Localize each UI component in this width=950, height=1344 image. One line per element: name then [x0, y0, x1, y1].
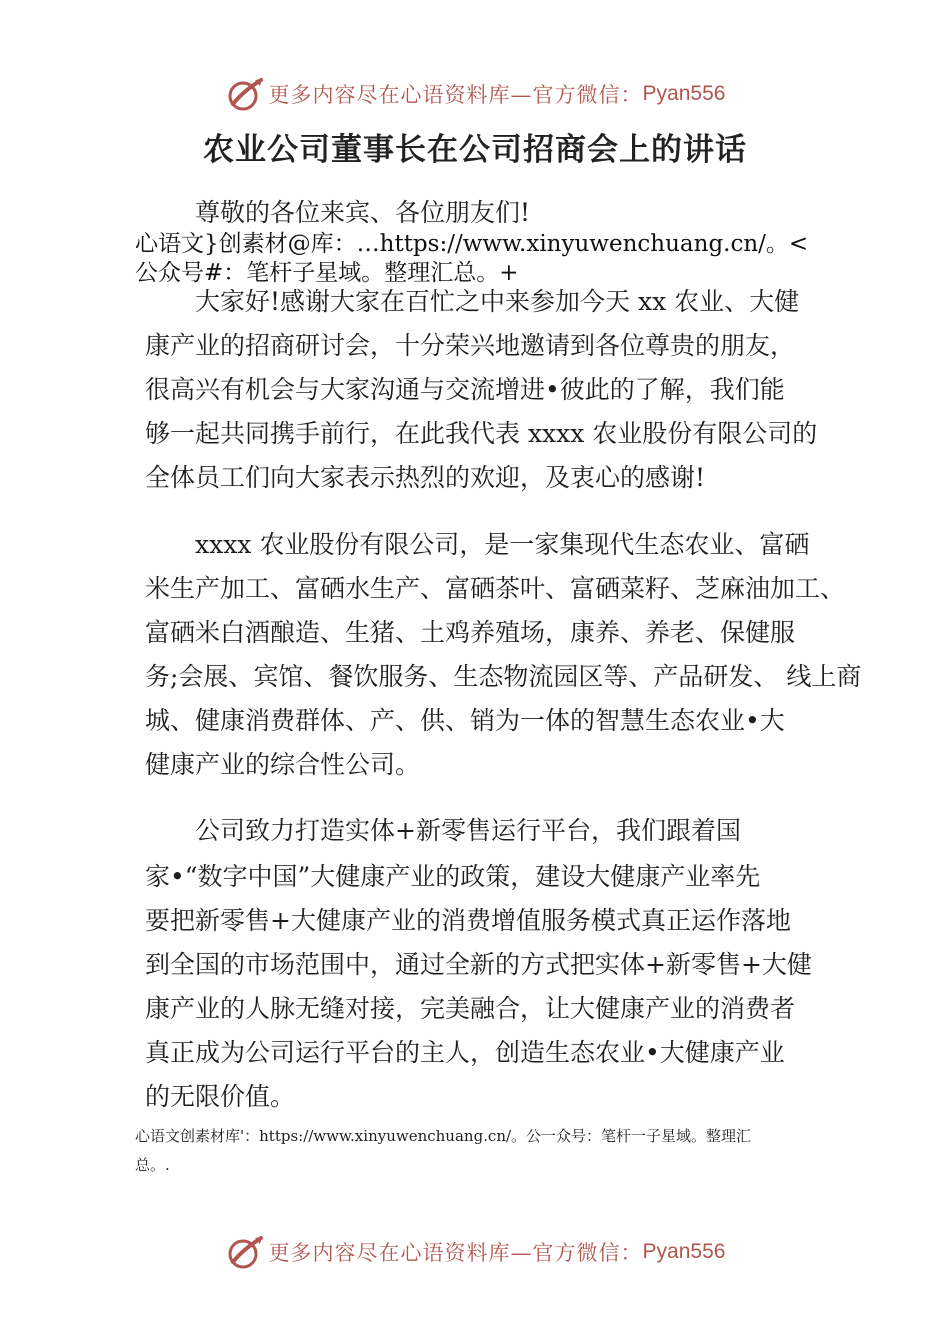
paragraph-line: 富硒米白酒酿造、生猪、土鸡养殖场，康养、养老、保健服 — [145, 618, 796, 647]
banner-wechat-id: Pyan556 — [642, 82, 726, 105]
paragraph-line: 要把新零售+大健康产业的消费增值服务模式真正运作落地 — [145, 906, 791, 935]
paragraph-line: 米生产加工、富硒水生产、富硒茶叶、富硒菜籽、芝麻油加工、 — [145, 574, 846, 603]
paragraph-line: 大家好!感谢大家在百忙之中来参加今天 xx 农业、大健 — [195, 287, 800, 316]
paragraph-line: 务;会展、宾馆、餐饮服务、生态物流园区等、产品研发、 线上商 — [145, 662, 862, 691]
paragraph-line: 到全国的市场范围中，通过全新的方式把实体+新零售+大健 — [145, 950, 812, 979]
paragraph-line: 城、健康消费群体、产、供、销为一体的智慧生态农业•大 — [145, 706, 785, 735]
paragraph-line: 家•“数字中国”大健康产业的政策，建设大健康产业率先 — [145, 862, 761, 891]
footer-watermark-line-2: 总。. — [135, 1156, 170, 1174]
footer-banner — [0, 1230, 950, 1274]
paragraph-line: 全体员工们向大家表示热烈的欢迎，及衷心的感谢! — [145, 463, 706, 492]
page-title: 农业公司董事长在公司招商会上的讲话 — [203, 132, 747, 168]
footer-watermark-line-1: 心语文创素材库'：https://www.xinyuwenchuang.cn/。公一众号：笔杆一子星域。整理汇 — [135, 1127, 752, 1145]
banner-wechat-id: Pyan556 — [642, 1240, 726, 1263]
watermark-line-1: 心语文}创素材@库：…https://www.xinyuwenchuang.cn/。< — [135, 231, 809, 257]
greeting: 尊敬的各位来宾、各位朋友们! — [195, 198, 531, 227]
brand-logo-icon — [225, 74, 265, 114]
brand-logo-icon — [225, 1232, 265, 1272]
paragraph-line: 康产业的招商研讨会，十分荣兴地邀请到各位尊贵的朋友， — [145, 331, 796, 360]
banner-text: 更多内容尽在心语资料库—官方微信： — [268, 1241, 643, 1265]
paragraph-line: xxxx 农业股份有限公司，是一家集现代生态农业、富硒 — [195, 530, 810, 559]
paragraph-line: 够一起共同携手前行，在此我代表 xxxx 农业股份有限公司的 — [145, 419, 818, 448]
paragraph-line: 健康产业的综合性公司。 — [145, 750, 421, 779]
paragraph-line: 康产业的人脉无缝对接，完美融合，让大健康产业的消费者 — [145, 994, 796, 1023]
banner-text: 更多内容尽在心语资料库—官方微信： — [268, 83, 643, 107]
header-banner — [0, 72, 950, 116]
paragraph-line: 很高兴有机会与大家沟通与交流增进•彼此的了解，我们能 — [145, 375, 785, 404]
paragraph-line: 公司致力打造实体+新零售运行平台，我们跟着国 — [195, 816, 741, 845]
paragraph-line: 的无限价值。 — [145, 1082, 296, 1111]
watermark-line-2: 公众号#：笔杆子星域。整理汇总。+ — [135, 260, 519, 286]
paragraph-line: 真正成为公司运行平台的主人，创造生态农业•大健康产业 — [145, 1038, 785, 1067]
